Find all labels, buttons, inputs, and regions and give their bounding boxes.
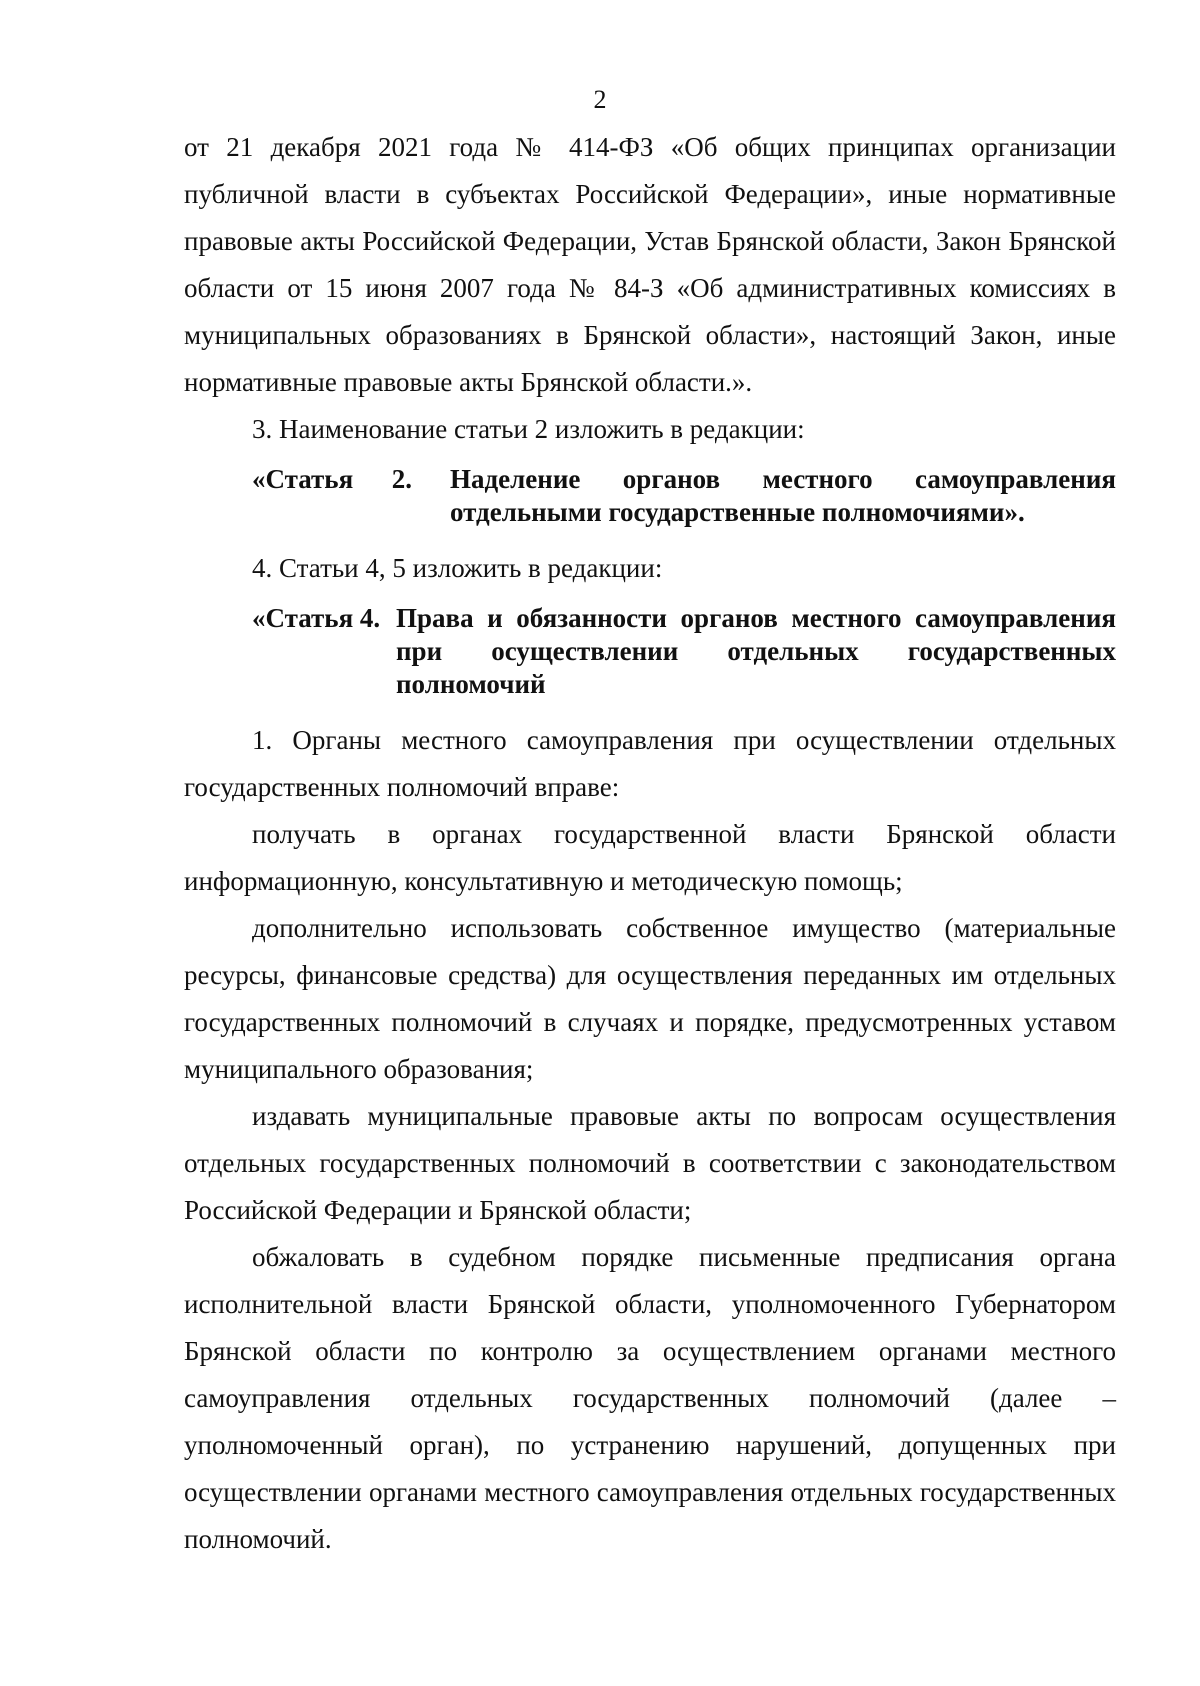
article-2-title: Наделение органов местного самоуправления отдельными государственные полномочиями». [450,464,1116,527]
paragraph-article-4-part-1: 1. Органы местного самоуправления при осуществлении отдельных государственных полномочий вправе: [184,725,1116,802]
article-4-number: «Статья 4. [252,603,381,633]
article-2-word: «Статья [252,464,354,494]
page-number: 2 [593,85,607,114]
article-2-num: 2. [391,464,412,494]
article-4-title-rest [396,635,1116,701]
article-4-title-line-2: при осуществлении отдельных государственных [396,636,1116,666]
paragraph-continuation: от 21 декабря 2021 года № 414-ФЗ «Об общих принципах организации публичной власти в субъектах Российской Федерации», иные нормативные правовые акты Российской Федерации, Устав Брянской области, Закон Брянской области от 15 июня 2007 года № 84-З «Об административных комиссиях в муниципальных образованиях в Брянской области», настоящий Закон, иные нормативные правовые акты Брянской области.». [184,132,1116,397]
paragraph-item-4: 4. Статьи 4, 5 изложить в редакции: [252,553,663,583]
article-4-title-line-1: Права и обязанности органов местного самоуправления [396,603,1116,633]
paragraph-item-3: 3. Наименование статьи 2 изложить в редакции: [252,414,805,444]
paragraph-right-4: обжаловать в судебном порядке письменные предписания органа исполнительной власти Брянской области, уполномоченного Губернатором Брянской области по контролю за осуществлением органами местного самоуправления отдельных государственных полномочий (далее – уполномоченный орган), по устранению нарушений, допущенных при осуществлении органами местного самоуправления отдельных государственных полномочий. [184,1242,1116,1554]
paragraph-right-3: издавать муниципальные правовые акты по вопросам осуществления отдельных государственных полномочий в соответствии с законодательством Российской Федерации и Брянской области; [184,1101,1116,1225]
article-4-title [396,602,1116,701]
paragraph-right-1: получать в органах государственной власти Брянской области информационную, консультативную и методическую помощь; [184,819,1116,896]
paragraph-right-2: дополнительно использовать собственное имущество (материальные ресурсы, финансовые средства) для осуществления переданных им отдельных государственных полномочий в случаях и порядке, предусмотренных уставом муниципального образования; [184,913,1116,1084]
article-4-title-line-3: полномочий [396,669,546,699]
article-2-number [184,463,450,529]
document-body [184,124,1116,1563]
article-2-heading [184,463,1116,529]
article-4-heading [184,602,1116,701]
